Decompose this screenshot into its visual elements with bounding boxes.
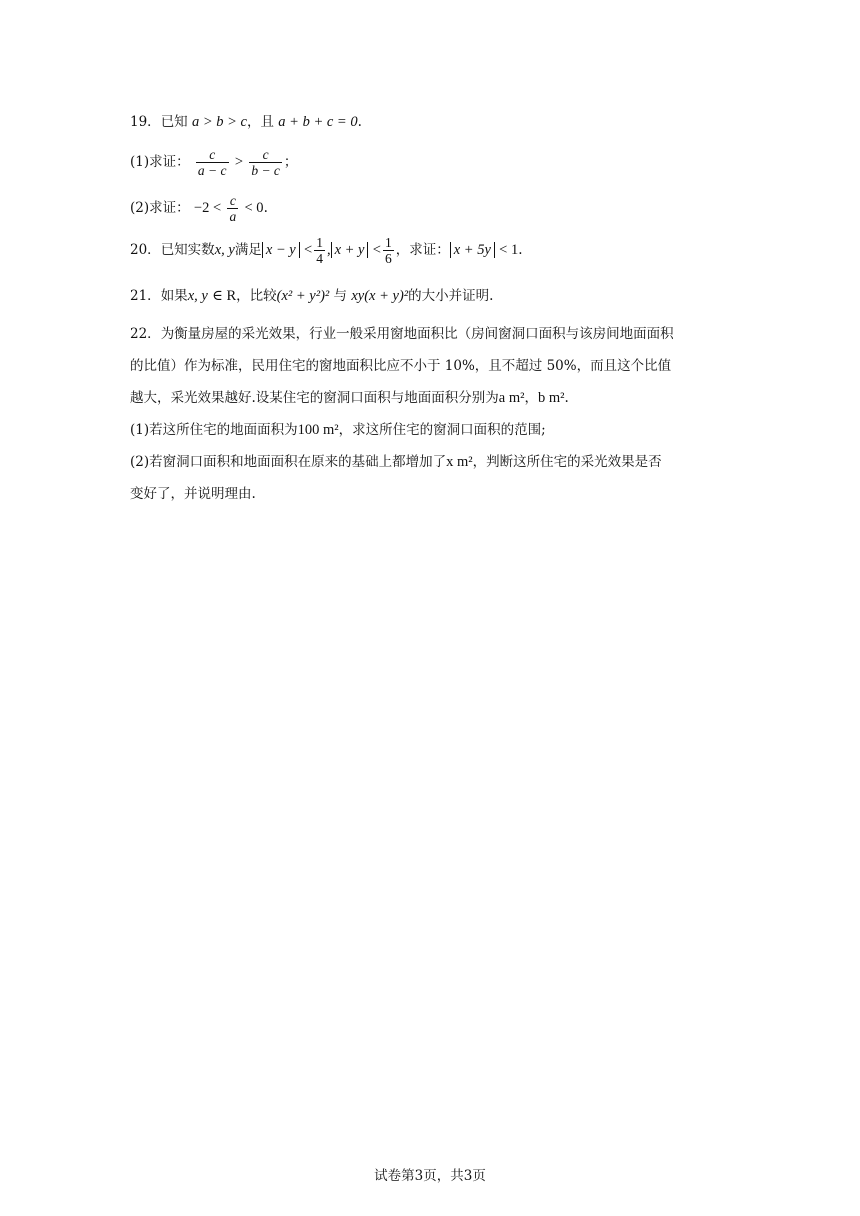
fraction: $\frac{c}{a}$ xyxy=(229,193,237,224)
q22-part1: (1)若这所住宅的地面面积为100 m²，求这所住宅的窗洞口面积的范围; xyxy=(130,422,546,438)
q19-cond2: a + b + c = 0 xyxy=(278,114,358,130)
q22-part2: (2)若窗洞口面积和地面面积在原来的基础上都增加了x m²，判断这所住宅的采光效果是否 xyxy=(130,454,662,470)
q22-stem: 22．为衡量房屋的采光效果，行业一般采用窗地面积比（房间窗洞口面积与该房间地面面积 的比值）作为标准，民用住宅的窗地面积比应不小于 10%，且不超过 50%，而且这个比值 越大，采光效果越好.设某住宅的窗洞口面积与地面面积分别为a m²，b m². (1)若这所住宅的地面面积为100 m²，求这所住宅的窗洞口面积的范围; (2)若窗洞口面积和地面面积在原来的基础上都增加了x m²，判断这所住宅的采光效果是否 变好了，并说明理由. xyxy=(130,318,730,510)
q21-stem: 21．如果x, y ∈ R，比较(x² + y²)² 与 xy(x + y)²的大小并证明. xyxy=(130,288,494,304)
q19-part2: (2)求证： −2 < $\frac{c}{a}$ < 0. xyxy=(130,193,268,224)
q19-cond1: a > b > c xyxy=(191,114,247,130)
absolute-value: x + y xyxy=(331,242,369,258)
page-footer: 试卷第3页，共3页 xyxy=(374,1168,486,1184)
fraction: $\frac{1}{6}$ xyxy=(384,235,392,266)
absolute-value: x − y xyxy=(262,242,300,258)
fraction: $\frac{1}{4}$ xyxy=(316,235,323,266)
expression-1: (x² + y²)² xyxy=(276,288,330,304)
fraction: $\frac{c}{b - c}$ xyxy=(251,147,280,178)
absolute-value: x + 5y xyxy=(450,242,495,258)
q19-stem: 19．已知 a > b > c，且 a + b + c = 0. xyxy=(130,114,362,130)
q19-part1: (1)求证： $\frac{c}{a - c}$ > $\frac{c}{b - c}$ ； xyxy=(130,147,298,178)
q20-stem: 20．已知实数x, y满足 x − y < $\frac{1}{4}$ , x + y < $\frac{1}{6}$ ，求证： x + 5y < 1. xyxy=(130,235,523,266)
fraction: $\frac{c}{a - c}$ xyxy=(197,147,227,178)
expression-2: xy(x + y)² xyxy=(351,288,409,304)
